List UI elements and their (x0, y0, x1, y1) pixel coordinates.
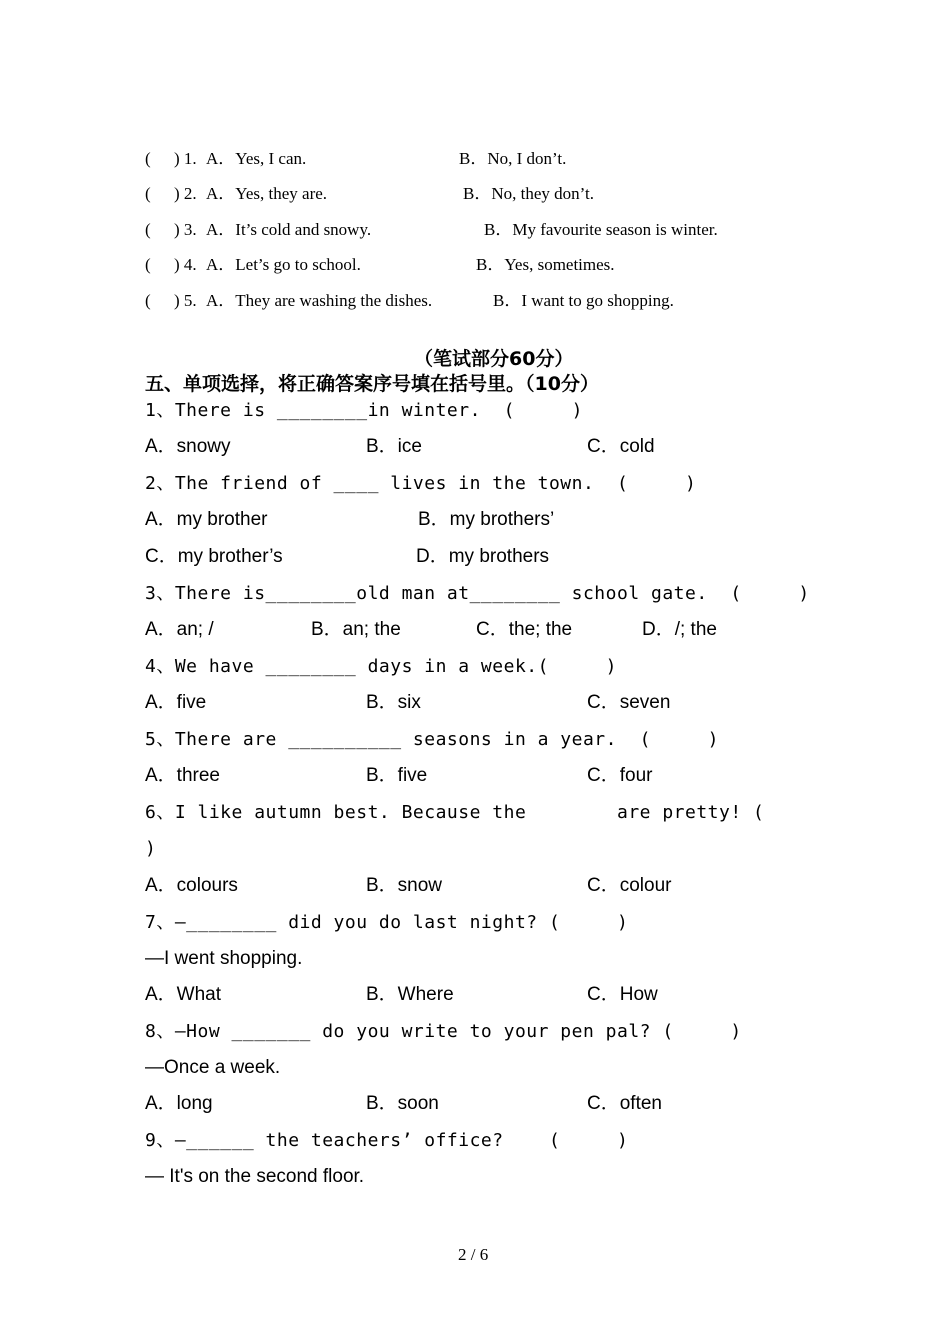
option-a: A．Yes, they are. (206, 184, 328, 203)
option: A．an; / (145, 619, 214, 640)
option-b: B．No, they don’t. (463, 184, 594, 203)
dialogue-answer: — It's on the second floor. (145, 1166, 365, 1187)
option-b: B．I want to go shopping. (493, 291, 674, 310)
option: A．five (145, 692, 207, 713)
option-b: B．My favourite season is winter. (484, 220, 718, 239)
question-stem: 4、We have ________ days in a week.( ) (145, 656, 617, 677)
option: B．soon (366, 1093, 439, 1114)
option: C．my brother’s (145, 546, 283, 567)
section-title: 五、单项选择，将正确答案序号填在括号里。（10分） (145, 373, 599, 395)
option-a: A．It’s cold and snowy. (206, 220, 372, 239)
option: A．snowy (145, 436, 231, 457)
section-subtitle: （笔试部分60分） (414, 348, 574, 370)
option: C．cold (587, 436, 655, 457)
option: B．five (366, 765, 428, 786)
answer-paren-open[interactable]: ( (145, 149, 151, 168)
option: C．colour (587, 875, 672, 896)
item-number: ) 4. (174, 255, 197, 274)
option: C．seven (587, 692, 671, 713)
question-stem-continued: ) (145, 838, 157, 859)
answer-paren-open[interactable]: ( (145, 184, 151, 203)
item-number: ) 1. (174, 149, 197, 168)
option: C．How (587, 984, 658, 1005)
option: B．ice (366, 436, 422, 457)
item-number: ) 3. (174, 220, 197, 239)
question-stem: 6、I like autumn best. Because the are pretty! ( (145, 802, 765, 823)
option: B．an; the (311, 619, 401, 640)
question-stem: 9、—______ the teachers’ office? ( ) (145, 1130, 629, 1151)
option-b: B．No, I don’t. (459, 149, 567, 168)
option: A．colours (145, 875, 238, 896)
option-a: A．Let’s go to school. (206, 255, 361, 274)
option: B．snow (366, 875, 443, 896)
answer-paren-open[interactable]: ( (145, 291, 151, 310)
option: D．my brothers (416, 546, 550, 567)
page-number: 2 / 6 (458, 1245, 489, 1264)
item-number: ) 2. (174, 184, 197, 203)
option-a: A．Yes, I can. (206, 149, 307, 168)
question-stem: 3、There is________old man at________ school gate. ( ) (145, 583, 810, 604)
option: C．four (587, 765, 653, 786)
item-number: ) 5. (174, 291, 197, 310)
question-stem: 8、—How _______ do you write to your pen pal? ( ) (145, 1021, 742, 1042)
answer-paren-open[interactable]: ( (145, 255, 151, 274)
option: D．/; the (642, 619, 717, 640)
option-b: B．Yes, sometimes. (476, 255, 615, 274)
option: B．my brothers’ (418, 509, 555, 530)
dialogue-answer: —I went shopping. (145, 948, 303, 969)
option: B．Where (366, 984, 454, 1005)
question-stem: 7、—________ did you do last night? ( ) (145, 912, 629, 933)
question-stem: 1、There is ________in winter. ( ) (145, 400, 583, 421)
answer-paren-open[interactable]: ( (145, 220, 151, 239)
option: C．the; the (476, 619, 573, 640)
option: C．often (587, 1093, 662, 1114)
option: B．six (366, 692, 421, 713)
option: A．What (145, 984, 222, 1005)
option: A．my brother (145, 509, 268, 530)
option-a: A．They are washing the dishes. (206, 291, 433, 310)
option: A．three (145, 765, 220, 786)
option: A．long (145, 1093, 213, 1114)
dialogue-answer: —Once a week. (145, 1057, 281, 1078)
question-stem: 5、There are __________ seasons in a year. ( ) (145, 729, 720, 750)
question-stem: 2、The friend of ____ lives in the town. ( ) (145, 473, 697, 494)
